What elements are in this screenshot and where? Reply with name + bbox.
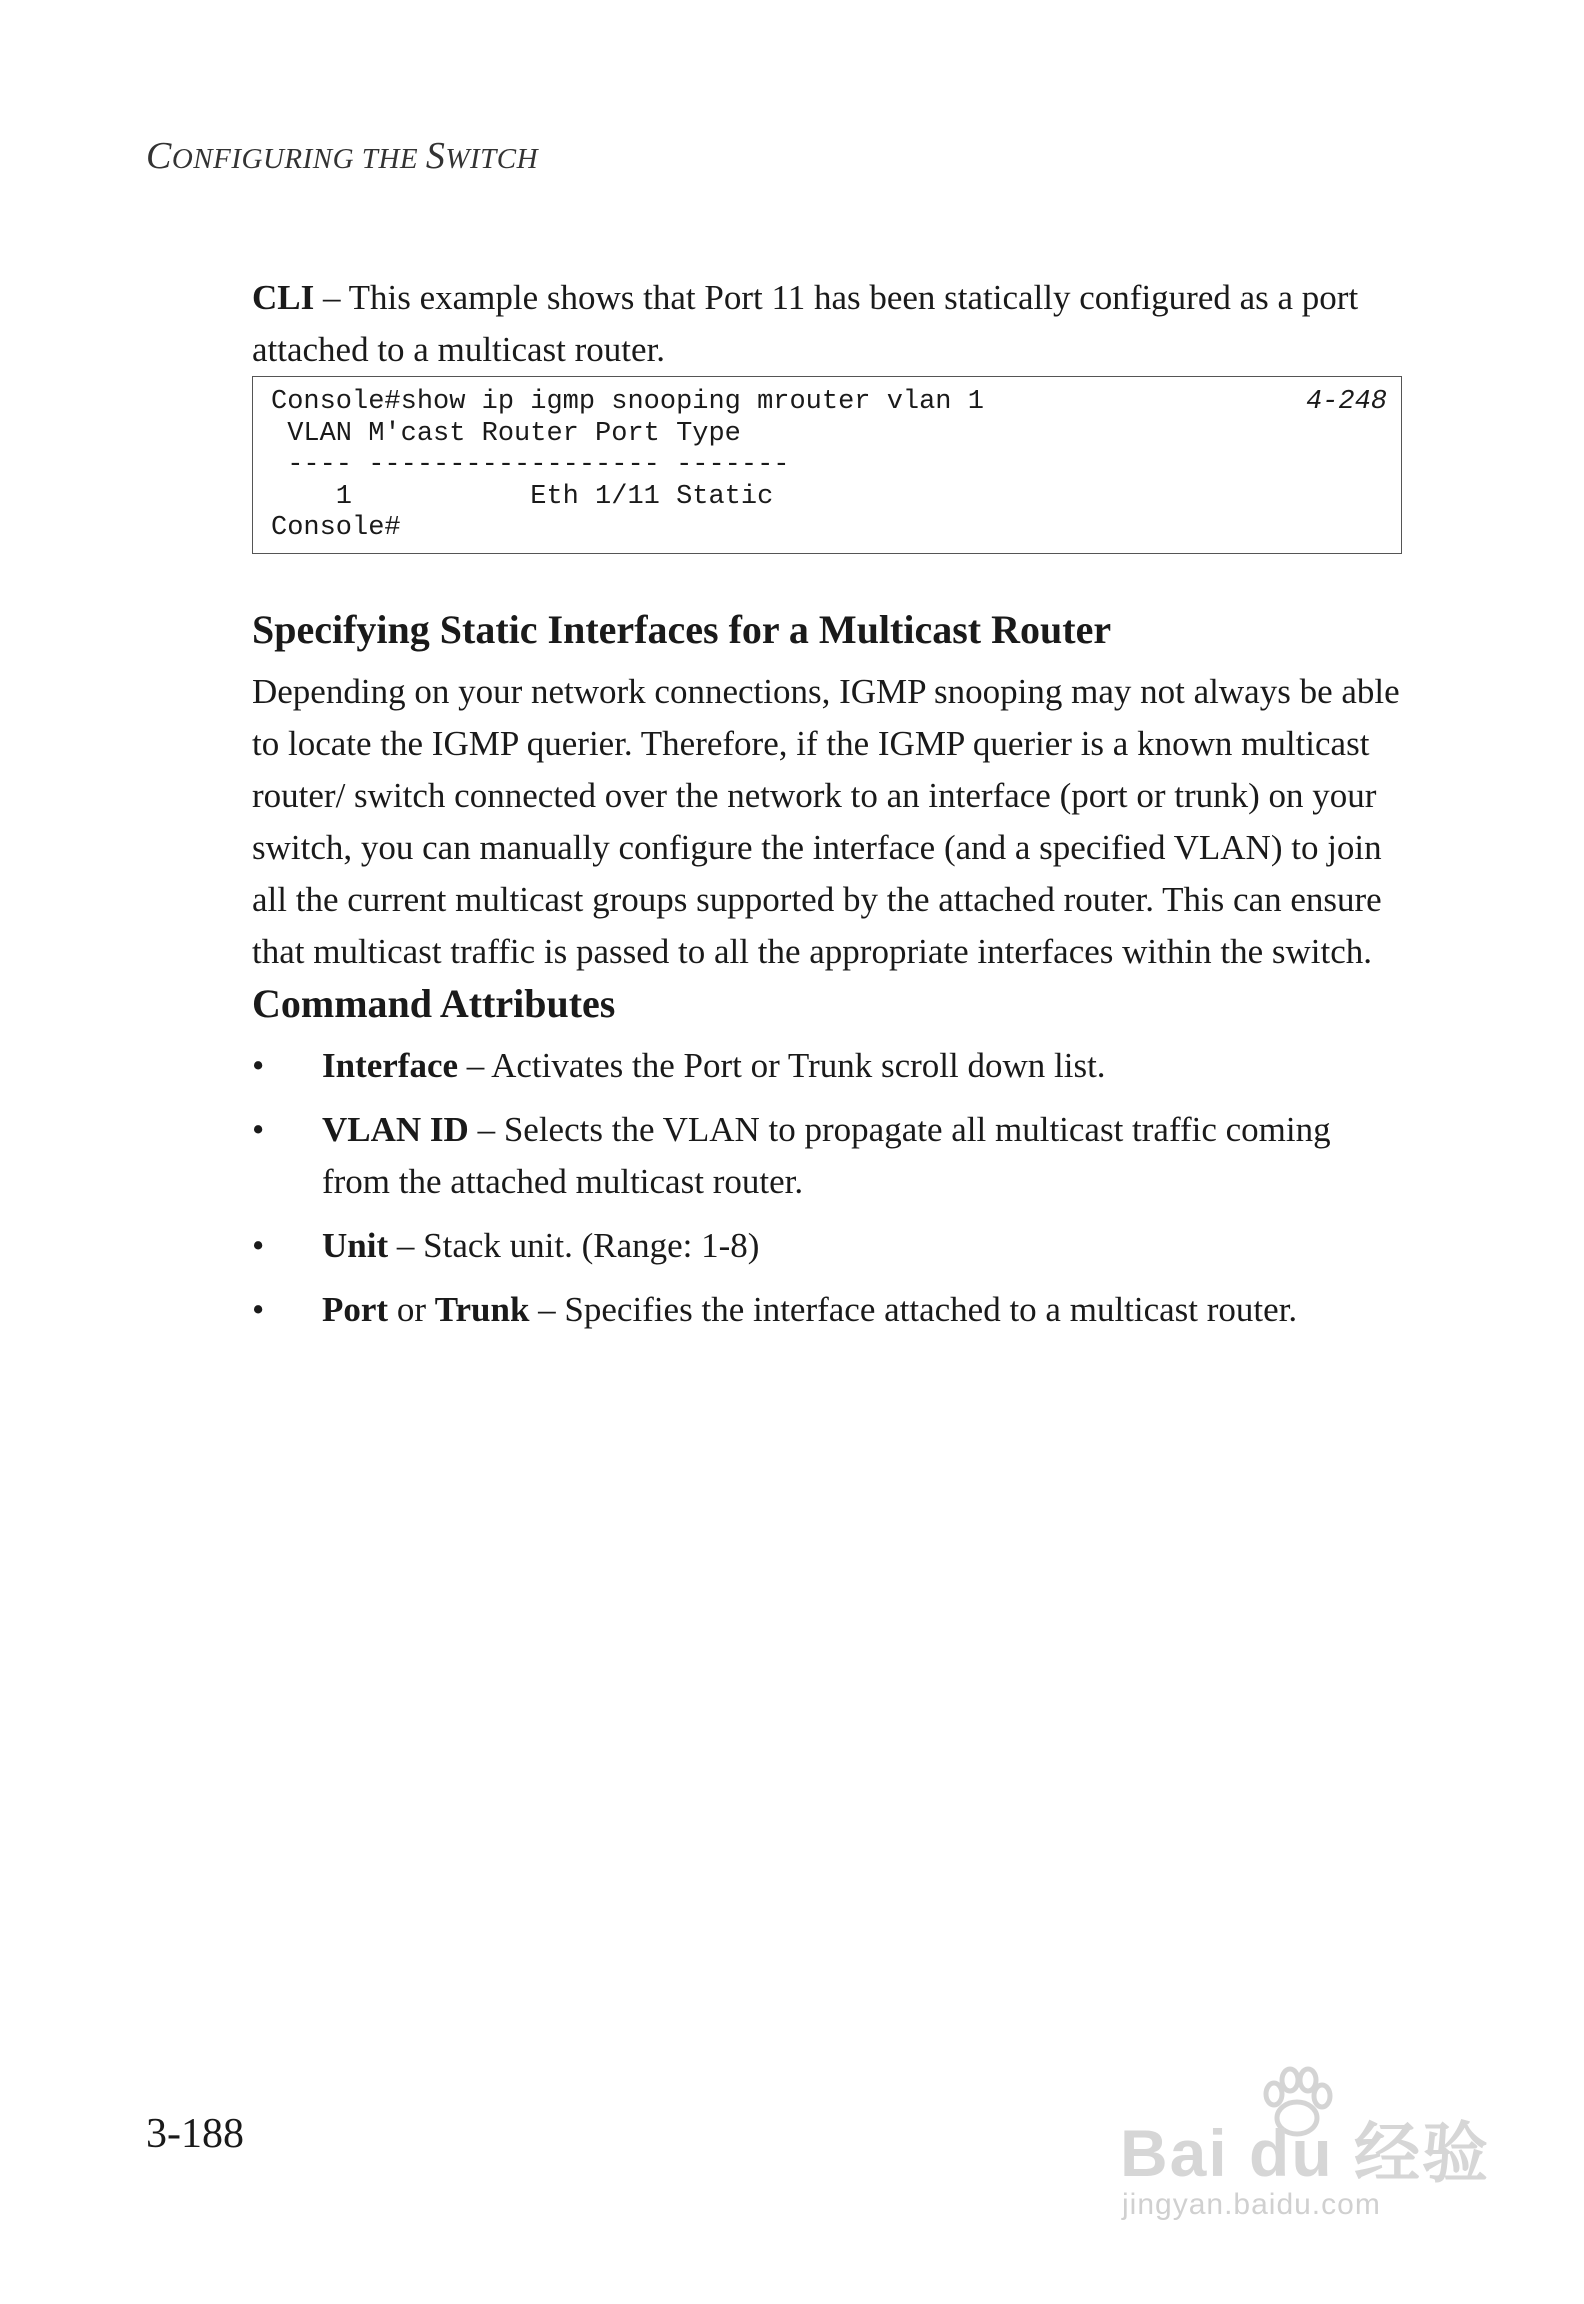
attribute-desc: – Specifies the interface attached to a multicast router. [529, 1289, 1298, 1329]
cli-code-box [252, 376, 1402, 554]
running-header: CONFIGURING THE SWITCH [146, 135, 539, 177]
attributes-heading: Command Attributes [252, 980, 616, 1026]
bullet: • [252, 1109, 265, 1149]
page-number: 3-188 [146, 2111, 244, 2157]
list-item [252, 1040, 1402, 1092]
list-item [252, 1104, 1402, 1208]
code-line: Console#show ip igmp snooping mrouter vlan 1 [271, 387, 984, 417]
attribute-desc: – Activates the Port or Trunk scroll down list. [458, 1045, 1106, 1085]
attribute-term: VLAN ID [322, 1109, 469, 1149]
code-line: VLAN M'cast Router Port Type [271, 418, 741, 449]
bullet: • [252, 1289, 265, 1329]
bullet: • [252, 1225, 265, 1265]
list-item [252, 1284, 1402, 1336]
list-item [252, 1220, 1402, 1272]
cli-intro [252, 272, 1402, 376]
command-page-reference: 4-248 [1305, 387, 1387, 417]
attribute-desc: – Selects the VLAN to propagate all multicast traffic coming from the attached multicast router. [322, 1109, 1331, 1201]
attributes-list [252, 1040, 1402, 1336]
watermark-logo: Bai du 经验 [1120, 2116, 1491, 2190]
watermark-url: jingyan.baidu.com [1122, 2188, 1381, 2221]
cli-intro-text: – This example shows that Port 11 has been statically configured as a port attached to a multicast router. [252, 278, 1359, 369]
attribute-term: Trunk [434, 1289, 530, 1329]
code-line: 1 Eth 1/11 Static [271, 481, 774, 512]
attribute-term: Unit [322, 1225, 389, 1265]
section-paragraph: Depending on your network connections, IGMP snooping may not always be able to locate the IGMP querier. Therefore, if the IGMP querier is a known multicast router/ switch connected over the network to an interface (port or trunk) on your switch, you can manually configure the interface (and a specified VLAN) to join all the current multicast groups supported by the attached router. This can ensure that multicast traffic is passed to all the appropriate interfaces within the switch. [252, 671, 1400, 971]
attribute-term: Interface [322, 1045, 459, 1085]
bullet: • [252, 1045, 265, 1085]
code-line: ---- ------------------ ------- [271, 450, 790, 480]
section-heading: Specifying Static Interfaces for a Multicast Router [252, 606, 1112, 652]
baidu-watermark [1120, 2060, 1500, 2240]
code-line: Console# [271, 513, 401, 543]
attribute-desc: – Stack unit. (Range: 1-8) [388, 1225, 760, 1265]
attribute-connector: or [388, 1289, 435, 1329]
attribute-term: Port [322, 1289, 389, 1329]
page-content [252, 272, 1402, 1348]
cli-label: CLI [252, 278, 315, 317]
